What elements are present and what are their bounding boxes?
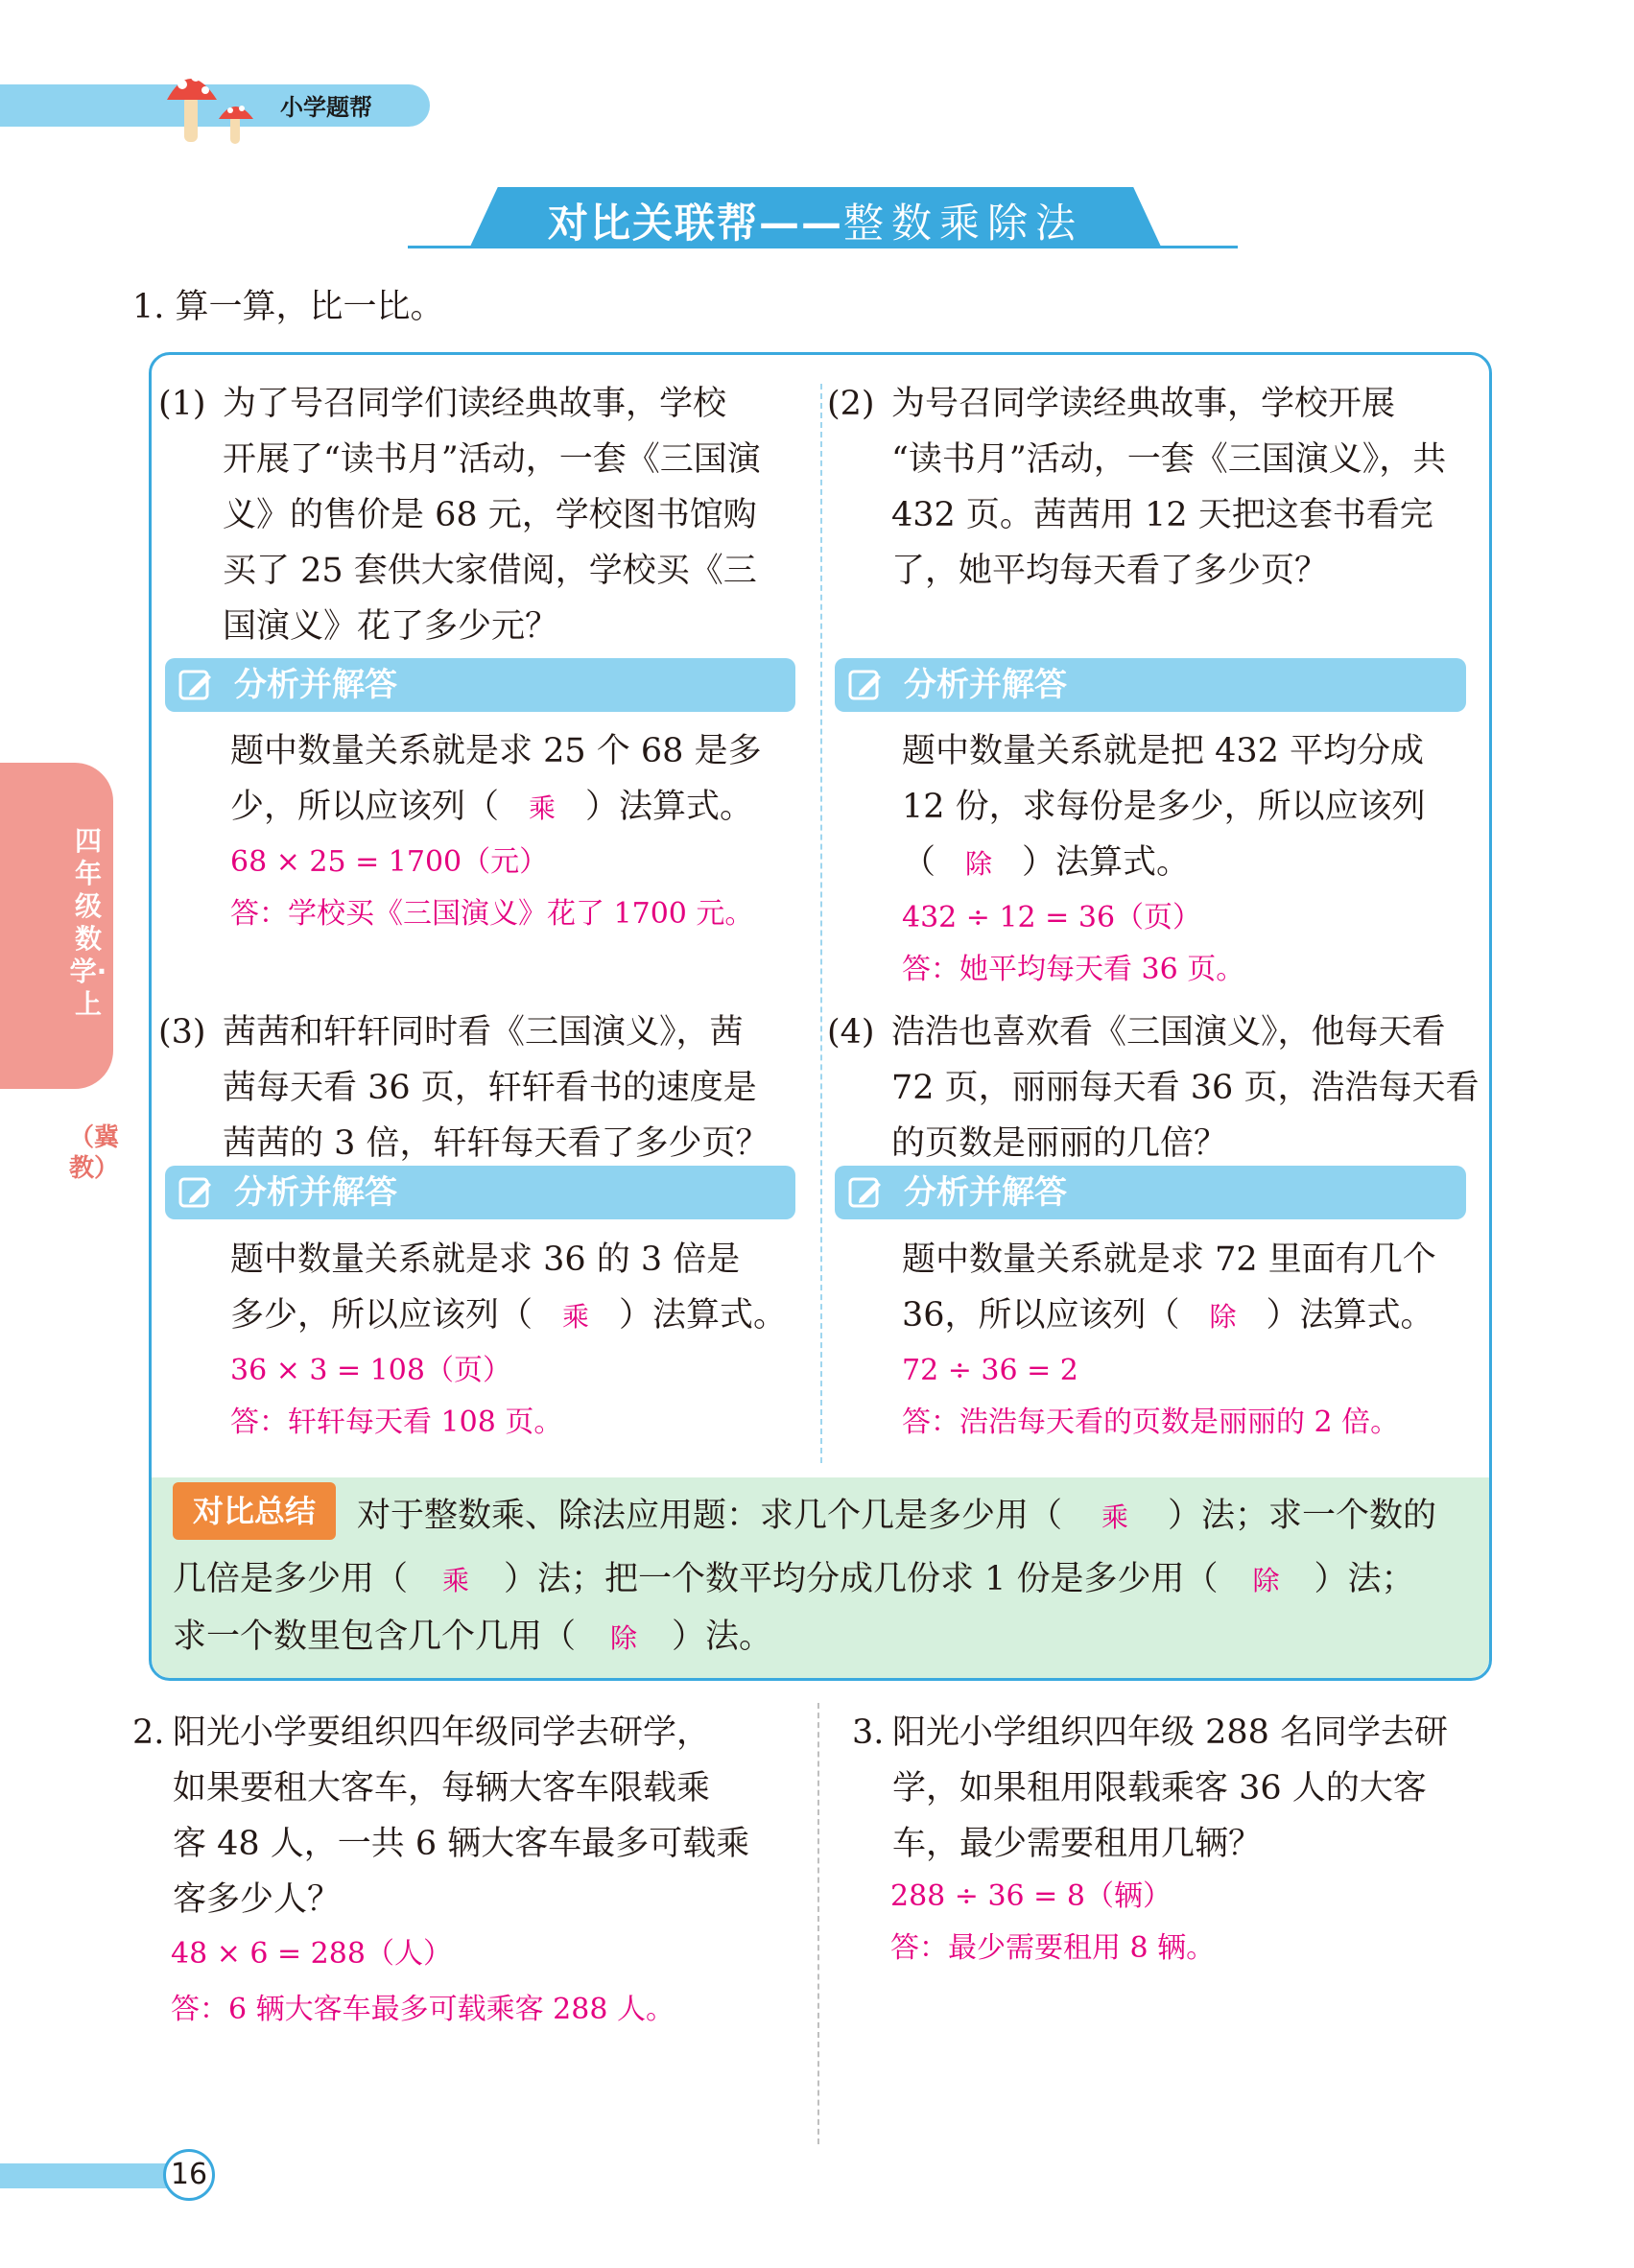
fill-answer: 除 <box>610 1622 638 1654</box>
footer-band <box>0 2163 182 2188</box>
q1-part3-text <box>158 1004 796 1171</box>
q1-part3-number: (3) <box>158 1013 206 1051</box>
page-title <box>470 192 1161 249</box>
q1-part2-line: 432 页。茜茜用 12 天把这套书看完 <box>891 496 1433 534</box>
q1-part2-line: “读书月”活动，一套《三国演义》，共 <box>891 440 1447 479</box>
q1-part4 <box>827 1004 1489 1171</box>
title-main: 对比关联帮—— <box>547 200 843 247</box>
q1-part1-lines <box>158 376 796 654</box>
q1-part1-line: 义》的售价是 68 元，学校图书馆购 <box>223 496 757 534</box>
q1-part4-line: 浩浩也喜欢看《三国演义》，他每天看 <box>891 1013 1446 1051</box>
fill-answer: 乘 <box>562 1301 590 1333</box>
analysis-line <box>230 1288 806 1345</box>
q2-line: 客多少人？ <box>173 1880 342 1919</box>
q1-heading: 1. 算一算，比一比。 <box>132 288 444 326</box>
q1-part2-line: 为号召同学读经典故事，学校开展 <box>891 385 1396 423</box>
q1-part4-answers <box>902 1345 1399 1449</box>
answer-equation: 36 × 3 = 108（页） <box>230 1354 511 1387</box>
title-sub: 整数乘除法 <box>843 200 1084 247</box>
q1-part1-line: 国演义》花了多少元？ <box>223 607 559 646</box>
pencil-icon <box>178 1175 213 1208</box>
q1-part4-analysis-bar <box>835 1166 1466 1219</box>
fill-answer: 乘 <box>442 1565 470 1596</box>
q1-part3-line: 茜茜和轩轩同时看《三国演义》，茜 <box>223 1013 744 1051</box>
analysis-label: 分析并解答 <box>234 1173 397 1212</box>
q1-part3-lines <box>158 1004 796 1171</box>
summary-line-1 <box>357 1483 1480 1550</box>
q1-part2 <box>827 376 1489 599</box>
q1-part2-analysis-bar <box>835 658 1466 712</box>
q3-answers <box>890 1871 1215 1974</box>
answer-sentence: 答：6 辆大客车最多可载乘客 288 人。 <box>171 1993 675 2026</box>
bottom-divider <box>817 1703 819 2144</box>
fill-answer: 除 <box>1252 1565 1280 1596</box>
answer-sentence: 答：最少需要租用 8 辆。 <box>890 1931 1216 1965</box>
answer-equation: 48 × 6 = 288（人） <box>171 1937 452 1971</box>
summary-tag: 对比总结 <box>173 1482 336 1540</box>
q3-line: 车，最少需要租用几辆？ <box>892 1825 1263 1863</box>
q1-part2-text <box>827 376 1489 599</box>
q3 <box>852 1705 1504 1872</box>
pencil-icon <box>848 1175 883 1208</box>
fill-answer: 除 <box>1209 1301 1237 1333</box>
q1-part1-line: 开展了“读书月”活动，一套《三国演 <box>223 440 761 479</box>
q1-part4-number: (4) <box>827 1013 875 1051</box>
pencil-icon <box>178 668 213 700</box>
answer-equation: 288 ÷ 36 = 8（辆） <box>890 1879 1172 1913</box>
q2 <box>132 1705 785 1927</box>
summary-line-3 <box>173 1604 1487 1671</box>
q1-part2-line: 了，她平均每天看了多少页？ <box>891 552 1329 590</box>
q1-part4-text <box>827 1004 1489 1171</box>
q1-part1-line: 买了 25 套供大家借阅，学校买《三 <box>223 552 757 590</box>
side-tab-edition: （冀教） <box>69 1123 120 1183</box>
analysis-line: 题中数量关系就是求 25 个 68 是多 <box>230 732 762 770</box>
summary-text: ）法。 <box>672 1618 773 1656</box>
q2-lines <box>132 1705 785 1927</box>
answer-equation: 68 × 25 = 1700（元） <box>230 845 549 879</box>
summary-text: ）法；把一个数平均分成几份求 1 份是多少用（ <box>504 1560 1219 1598</box>
summary-text: 求一个数里包含几个几用（ <box>173 1618 577 1656</box>
q1-part2-lines <box>827 376 1489 599</box>
q2-answers <box>171 1926 675 2038</box>
q1-part3-line: 茜每天看 36 页，轩轩看书的速度是 <box>223 1069 757 1107</box>
analysis-label: 分析并解答 <box>904 1173 1067 1212</box>
q1-part2-answers <box>902 892 1244 996</box>
page-number: 16 <box>163 2149 215 2201</box>
analysis-text: ）法算式。 <box>1022 843 1191 882</box>
q2-line: 阳光小学要组织四年级同学去研学， <box>173 1713 711 1752</box>
brand-name: 小学题帮 <box>280 94 372 121</box>
analysis-label: 分析并解答 <box>904 666 1067 704</box>
q1-part1-analysis <box>230 723 806 837</box>
mushroom-logo-icon <box>163 58 278 149</box>
analysis-text: 少，所以应该列（ <box>230 788 500 826</box>
answer-sentence: 答：她平均每天看 36 页。 <box>902 953 1245 986</box>
answer-equation: 72 ÷ 36 = 2 <box>902 1354 1078 1387</box>
side-tab-grade: 四年级数学·上 <box>69 825 107 1020</box>
analysis-line <box>902 1288 1489 1345</box>
analysis-label: 分析并解答 <box>234 666 397 704</box>
q2-number: 2. <box>132 1713 165 1752</box>
q1-part3-analysis-bar <box>165 1166 795 1219</box>
q1-part1-number: (1) <box>158 385 206 423</box>
q3-number: 3. <box>852 1713 885 1752</box>
q1-part4-analysis <box>902 1232 1489 1345</box>
analysis-line: 题中数量关系就是把 432 平均分成 <box>902 732 1425 770</box>
answer-sentence: 答：学校买《三国演义》花了 1700 元。 <box>230 897 754 931</box>
analysis-text: ）法算式。 <box>1266 1296 1434 1335</box>
analysis-line <box>902 835 1489 892</box>
analysis-line: 题中数量关系就是求 72 里面有几个 <box>902 1240 1436 1279</box>
analysis-text: 多少，所以应该列（ <box>230 1296 533 1335</box>
q1-part1-analysis-bar <box>165 658 795 712</box>
q1-part3-analysis <box>230 1232 806 1345</box>
q1-part3 <box>158 1004 796 1171</box>
answer-equation: 432 ÷ 12 = 36（页） <box>902 901 1202 934</box>
q1-part3-line: 茜茜的 3 倍，轩轩每天看了多少页？ <box>223 1124 770 1163</box>
analysis-line: 题中数量关系就是求 36 的 3 倍是 <box>230 1240 741 1279</box>
q1-part4-lines <box>827 1004 1489 1171</box>
summary-text: 对于整数乘、除法应用题：求几个几是多少用（ <box>357 1497 1063 1535</box>
fill-answer: 乘 <box>1101 1501 1129 1533</box>
summary-text: 几倍是多少用（ <box>173 1560 409 1598</box>
summary-text: ）法；求一个数的 <box>1168 1497 1437 1535</box>
answer-sentence: 答：轩轩每天看 108 页。 <box>230 1406 563 1439</box>
q3-line: 阳光小学组织四年级 288 名同学去研 <box>892 1713 1449 1752</box>
q1-part4-line: 72 页，丽丽每天看 36 页，浩浩每天看 <box>891 1069 1480 1107</box>
answer-sentence: 答：浩浩每天看的页数是丽丽的 2 倍。 <box>902 1406 1400 1439</box>
analysis-line <box>230 779 806 837</box>
analysis-text: ）法算式。 <box>585 788 754 826</box>
q2-text <box>132 1705 785 1927</box>
q1-divider <box>820 384 822 1463</box>
q1-part1-answers <box>230 837 753 940</box>
fill-answer: 乘 <box>529 792 557 824</box>
fill-answer: 除 <box>965 848 993 880</box>
analysis-text: ）法算式。 <box>619 1296 788 1335</box>
q2-line: 客 48 人，一共 6 辆大客车最多可载乘 <box>173 1825 750 1863</box>
q2-line: 如果要租大客车，每辆大客车限载乘 <box>173 1769 711 1807</box>
analysis-line: 12 份，求每份是多少，所以应该列 <box>902 788 1426 826</box>
q1-part4-line: 的页数是丽丽的几倍？ <box>891 1124 1228 1163</box>
q1-part1 <box>158 376 796 654</box>
q3-lines <box>852 1705 1504 1872</box>
pencil-icon <box>848 668 883 700</box>
q1-part2-number: (2) <box>827 385 875 423</box>
q1-part1-text <box>158 376 796 654</box>
q3-line: 学，如果租用限载乘客 36 人的大客 <box>892 1769 1427 1807</box>
q1-part2-analysis <box>902 723 1489 892</box>
analysis-text: 36，所以应该列（ <box>902 1296 1180 1335</box>
analysis-text: （ <box>902 843 936 882</box>
q3-text <box>852 1705 1504 1872</box>
summary-text: ）法； <box>1314 1560 1415 1598</box>
q1-part3-answers <box>230 1345 562 1449</box>
q1-part1-line: 为了号召同学们读经典故事，学校 <box>223 385 727 423</box>
